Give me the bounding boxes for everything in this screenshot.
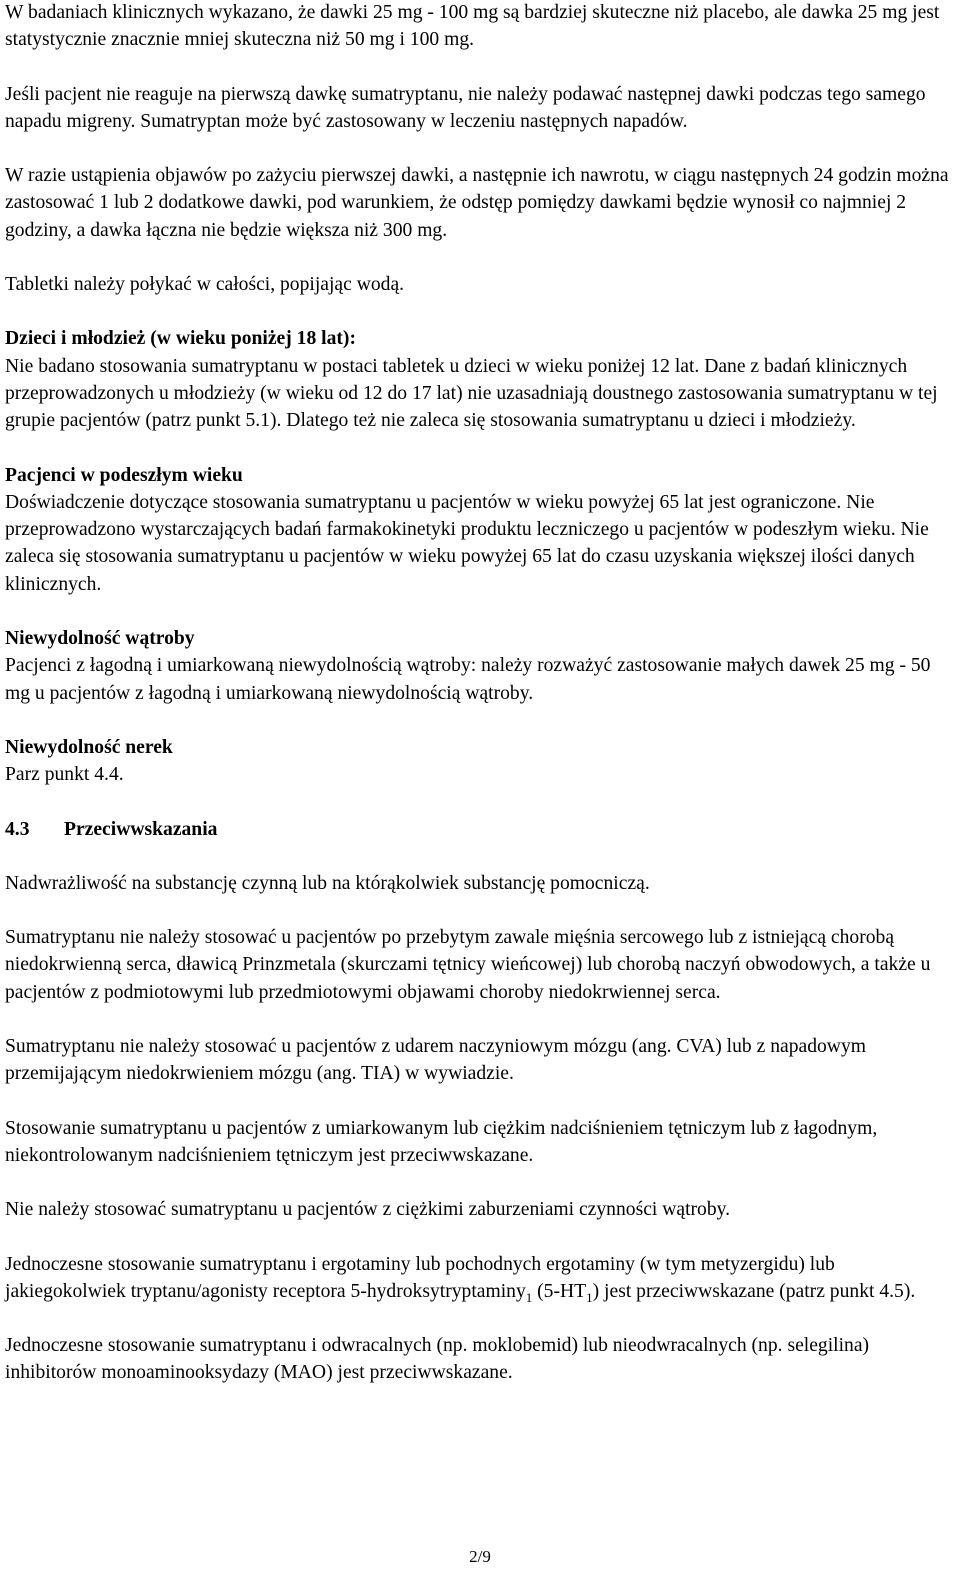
contraindication-ergotamine (5, 1251, 955, 1306)
subscript-2: 1 (586, 1289, 593, 1305)
section-number: 4.3 (5, 818, 30, 840)
paragraph-tablets: Tabletki należy połykać w całości, popijając wodą. (5, 274, 405, 296)
section-heading (5, 816, 955, 843)
ergotamine-text-3: ) jest przeciwwskazane (patrz punkt 4.5). (592, 1280, 916, 1302)
heading-children: Dzieci i młodzież (w wieku poniżej 18 lat): (5, 328, 356, 350)
contraindication-hypertension: Stosowanie sumatryptanu u pacjentów z umiarkowanym lub ciężkim nadciśnieniem tętniczym lub z łagodnym, niekontrolowanym nadciśnieniem tętniczym jest przeciwwskazane. (5, 1117, 878, 1166)
heading-kidney: Niewydolność nerek (5, 736, 173, 758)
section-title: Przeciwwskazania (64, 818, 218, 840)
paragraph-kidney: Parz punkt 4.4. (5, 764, 124, 786)
document-page (5, 0, 955, 1387)
contraindication-hypersensitivity: Nadwrażliwość na substancję czynną lub na którąkolwiek substancję pomocniczą. (5, 872, 650, 894)
contraindication-liver: Nie należy stosować sumatryptanu u pacjentów z ciężkimi zaburzeniami czynności wątroby. (5, 1199, 731, 1221)
paragraph-recurrence: W razie ustąpienia objawów po zażyciu pierwszej dawki, a następnie ich nawrotu, w ciągu następnych 24 godzin można zastosować 1 lub 2 dodatkowe dawki, pod warunkiem, że odstęp pomiędzy dawkami będzie wynosił co najmniej 2 godziny, a dawka łączna nie będzie większa niż 300 mg. (5, 165, 949, 241)
paragraph-dose-efficacy: W badaniach klinicznych wykazano, że dawki 25 mg - 100 mg są bardziej skuteczne niż placebo, ale dawka 25 mg jest statystycznie znacznie mniej skuteczna niż 50 mg i 100 mg. (5, 2, 940, 51)
paragraph-elderly: Doświadczenie dotyczące stosowania sumatryptanu u pacjentów w wieku powyżej 65 lat jest ograniczone. Nie przeprowadzono wystarczających badań farmakokinetyki produktu leczniczego u pacjentów w podeszłym wieku. Nie zaleca się stosowania sumatryptanu u pacjentów w wieku powyżej 65 lat do czasu uzyskania większej ilości danych klinicznych. (5, 491, 929, 595)
heading-liver: Niewydolność wątroby (5, 628, 195, 650)
paragraph-liver: Pacjenci z łagodną i umiarkowaną niewydolnością wątroby: należy rozważyć zastosowanie małych dawek 25 mg - 50 mg u pacjentów z łagodną i umiarkowaną niewydolnością wątroby. (5, 655, 931, 704)
contraindication-cardiac: Sumatryptanu nie należy stosować u pacjentów po przebytym zawale mięśnia sercowego lub z istniejącą chorobą niedokrwienną serca, dławicą Prinzmetala (skurczami tętnicy wieńcowej) lub chorobą naczyń obwodowych, a także u pacjentów z podmiotowymi lub przedmiotowymi objawami choroby niedokrwiennej serca. (5, 927, 931, 1003)
page-number: 2/9 (469, 1547, 491, 1566)
contraindication-mao: Jednoczesne stosowanie sumatryptanu i odwracalnych (np. moklobemid) lub nieodwracalnych (np. selegilina) inhibitorów monoaminooksydazy (MAO) jest przeciwwskazane. (5, 1335, 870, 1384)
subscript-1: 1 (525, 1289, 533, 1305)
ergotamine-text-2: (5-HT (532, 1280, 587, 1302)
contraindication-stroke: Sumatryptanu nie należy stosować u pacjentów z udarem naczyniowym mózgu (ang. CVA) lub z napadowym przemijającym niedokrwieniem mózgu (ang. TIA) w wywiadzie. (5, 1036, 866, 1085)
paragraph-no-response: Jeśli pacjent nie reaguje na pierwszą dawkę sumatryptanu, nie należy podawać następnej dawki podczas tego samego napadu migreny. Sumatryptan może być zastosowany w leczeniu następnych napadów. (5, 83, 926, 132)
heading-elderly: Pacjenci w podeszłym wieku (5, 464, 243, 486)
paragraph-children: Nie badano stosowania sumatryptanu w postaci tabletek u dzieci w wieku poniżej 12 lat. Dane z badań klinicznych przeprowadzonych u młodzieży (w wieku od 12 do 17 lat) nie uzasadniają doustnego zastosowania sumatryptanu w tej grupie pacjentów (patrz punkt 5.1). Dlatego też nie zaleca się stosowania sumatryptanu u dzieci i młodzieży. (5, 355, 938, 432)
ergotamine-text-1: Jednoczesne stosowanie sumatryptanu i ergotaminy lub pochodnych ergotaminy (w tym metyzergidu) lub jakiegokolwiek tryptanu/agonisty receptora 5-hydroksytryptaminy (5, 1253, 835, 1302)
